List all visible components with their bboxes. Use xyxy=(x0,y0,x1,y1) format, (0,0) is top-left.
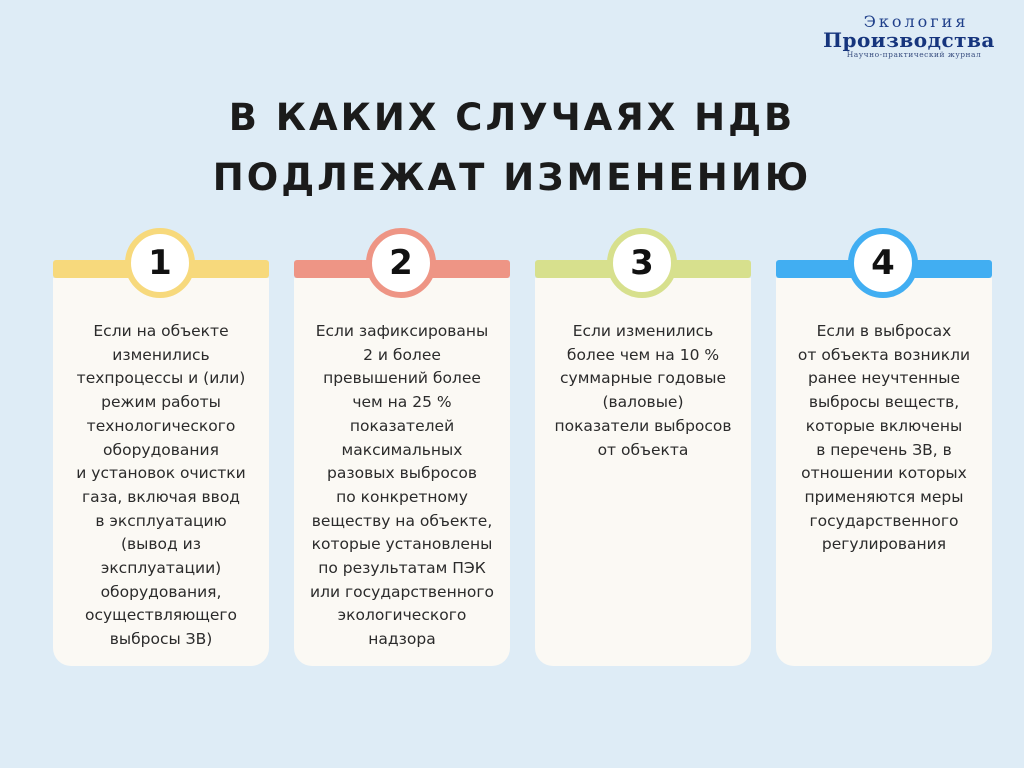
card-3-text: Если изменились более чем на 10 % суммарные годовые (валовые) показатели выбросов от объекта xyxy=(554,322,732,459)
step-card-2 xyxy=(294,228,510,668)
step-card-3 xyxy=(535,228,751,668)
journal-logo xyxy=(814,14,1004,60)
card-3-number-badge: 3 xyxy=(607,228,677,298)
card-4-text: Если в выбросах от объекта возникли ранее неучтенные выбросы веществ, которые включены в перечень ЗВ, в отношении которых применяются меры государственного регулирования xyxy=(797,322,971,554)
card-3-body xyxy=(535,278,751,666)
card-2-number-badge: 2 xyxy=(366,228,436,298)
card-2-text: Если зафиксированы 2 и более превышений более чем на 25 % показателей максимальных разовых выбросов по конкретному веществу на объекте, которые установлены по результатам ПЭК или государственного экологического надзора xyxy=(310,322,494,649)
card-1-number-badge: 1 xyxy=(125,228,195,298)
card-1-text: Если на объекте изменились техпроцессы и (или) режим работы технологического оборудования и установок очистки газа, включая ввод в эксплуатацию (вывод из эксплуатации) оборудования, осуществляющего выбросы ЗВ) xyxy=(76,322,246,649)
title-line-1: В КАКИХ СЛУЧАЯХ НДВ xyxy=(228,96,796,139)
card-4-number-badge: 4 xyxy=(848,228,918,298)
step-card-4 xyxy=(776,228,992,668)
logo-line-production: Производства xyxy=(823,28,995,52)
step-card-1 xyxy=(53,228,269,668)
card-4-body xyxy=(776,278,992,666)
logo-line-ecology: Экология xyxy=(863,12,969,31)
logo-line-subtitle: Научно-практический журнал xyxy=(846,50,982,59)
card-1-body xyxy=(53,278,269,666)
title-line-2: ПОДЛЕЖАТ ИЗМЕНЕНИЮ xyxy=(212,156,812,199)
page-title xyxy=(0,88,1024,208)
card-2-body xyxy=(294,278,510,666)
